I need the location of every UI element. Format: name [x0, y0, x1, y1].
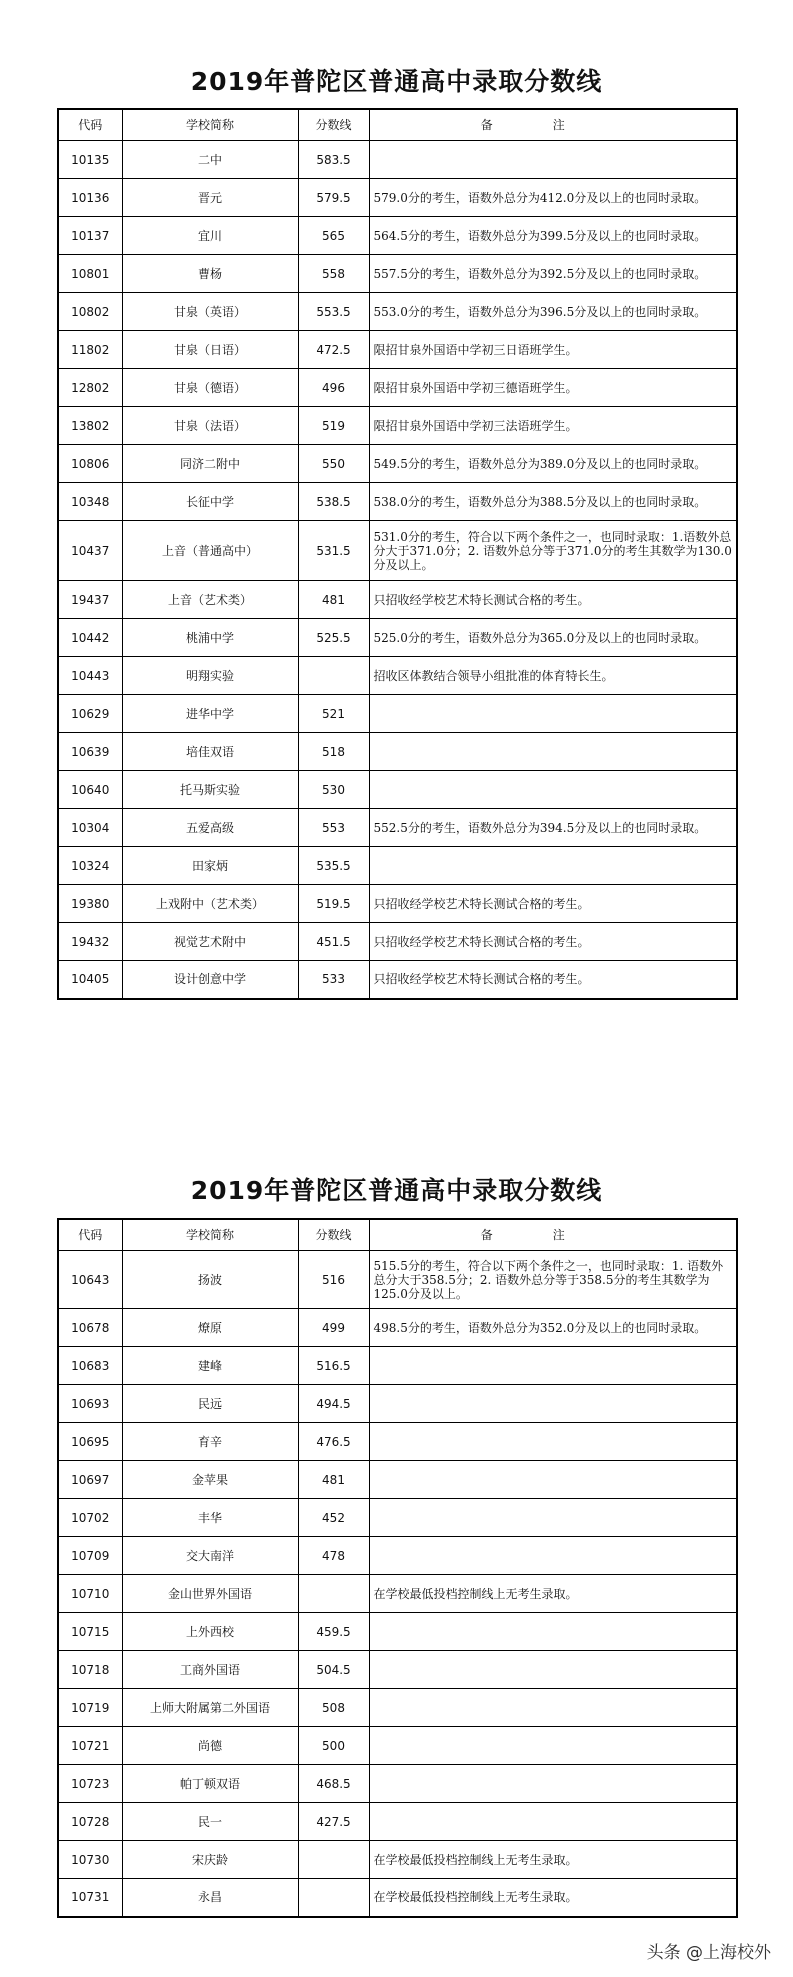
school-name-cell: 燎原 [122, 1309, 298, 1347]
score-cell [298, 1879, 369, 1917]
score-cell: 553 [298, 809, 369, 847]
school-name-cell: 甘泉（法语） [122, 407, 298, 445]
score-cell: 504.5 [298, 1651, 369, 1689]
note-cell: 538.0分的考生，语数外总分为388.5分及以上的也同时录取。 [369, 483, 737, 521]
score-cell: 468.5 [298, 1765, 369, 1803]
score-cell: 518 [298, 733, 369, 771]
code-cell: 10728 [58, 1803, 122, 1841]
note-cell: 557.5分的考生，语数外总分为392.5分及以上的也同时录取。 [369, 255, 737, 293]
score-cell: 472.5 [298, 331, 369, 369]
table-row [58, 445, 737, 483]
school-name-cell: 永昌 [122, 1879, 298, 1917]
school-name-cell: 设计创意中学 [122, 961, 298, 999]
table-row [58, 847, 737, 885]
code-cell: 10731 [58, 1879, 122, 1917]
school-name-cell: 同济二附中 [122, 445, 298, 483]
score-cell: 531.5 [298, 521, 369, 581]
header-name: 学校简称 [122, 109, 298, 141]
table-row [58, 141, 737, 179]
table-row [58, 1385, 737, 1423]
table-row [58, 179, 737, 217]
score-cell: 521 [298, 695, 369, 733]
school-name-cell: 上外西校 [122, 1613, 298, 1651]
code-cell: 13802 [58, 407, 122, 445]
score-cell: 558 [298, 255, 369, 293]
header-note: 备注 [369, 1219, 737, 1251]
note-cell: 只招收经学校艺术特长测试合格的考生。 [369, 961, 737, 999]
code-cell: 11802 [58, 331, 122, 369]
table-row [58, 733, 737, 771]
code-cell: 10693 [58, 1385, 122, 1423]
school-name-cell: 民一 [122, 1803, 298, 1841]
table-row [58, 619, 737, 657]
note-cell: 限招甘泉外国语中学初三日语班学生。 [369, 331, 737, 369]
table-row [58, 217, 737, 255]
school-name-cell: 金苹果 [122, 1461, 298, 1499]
code-cell: 10702 [58, 1499, 122, 1537]
school-name-cell: 甘泉（英语） [122, 293, 298, 331]
school-name-cell: 田家炳 [122, 847, 298, 885]
school-name-cell: 甘泉（德语） [122, 369, 298, 407]
code-cell: 10730 [58, 1841, 122, 1879]
note-cell: 只招收经学校艺术特长测试合格的考生。 [369, 581, 737, 619]
school-name-cell: 建峰 [122, 1347, 298, 1385]
watermark: 头条 @上海校外 [646, 1943, 771, 1963]
header-score: 分数线 [298, 109, 369, 141]
school-name-cell: 明翔实验 [122, 657, 298, 695]
table-1-title: 2019年普陀区普通高中录取分数线 [190, 67, 603, 96]
code-cell: 10137 [58, 217, 122, 255]
school-name-cell: 托马斯实验 [122, 771, 298, 809]
score-cell: 496 [298, 369, 369, 407]
code-cell: 10304 [58, 809, 122, 847]
code-cell: 10639 [58, 733, 122, 771]
table-row [58, 771, 737, 809]
score-cell [298, 1575, 369, 1613]
note-cell [369, 1727, 737, 1765]
table-row [58, 407, 737, 445]
note-cell: 553.0分的考生，语数外总分为396.5分及以上的也同时录取。 [369, 293, 737, 331]
table-row [58, 885, 737, 923]
note-cell: 525.0分的考生，语数外总分为365.0分及以上的也同时录取。 [369, 619, 737, 657]
school-name-cell: 上师大附属第二外国语 [122, 1689, 298, 1727]
school-name-cell: 曹杨 [122, 255, 298, 293]
school-name-cell: 甘泉（日语） [122, 331, 298, 369]
code-cell: 19380 [58, 885, 122, 923]
score-cell: 499 [298, 1309, 369, 1347]
table-row [58, 255, 737, 293]
note-cell [369, 1537, 737, 1575]
note-cell: 在学校最低投档控制线上无考生录取。 [369, 1575, 737, 1613]
table-row [58, 657, 737, 695]
score-cell: 508 [298, 1689, 369, 1727]
score-cell: 476.5 [298, 1423, 369, 1461]
table-header-row [58, 1219, 737, 1251]
note-cell [369, 1461, 737, 1499]
score-cell: 500 [298, 1727, 369, 1765]
header-name: 学校简称 [122, 1219, 298, 1251]
table-row [58, 1803, 737, 1841]
note-cell: 在学校最低投档控制线上无考生录取。 [369, 1841, 737, 1879]
code-cell: 10709 [58, 1537, 122, 1575]
code-cell: 10443 [58, 657, 122, 695]
table-row [58, 1461, 737, 1499]
table-row [58, 1841, 737, 1879]
table-2-title: 2019年普陀区普通高中录取分数线 [190, 1176, 603, 1205]
table-row [58, 1537, 737, 1575]
note-cell [369, 695, 737, 733]
note-cell: 531.0分的考生，符合以下两个条件之一，也同时录取：1.语数外总分大于371.0分；2. 语数外总分等于371.0分的考生其数学为130.0分及以上。 [369, 521, 737, 581]
table-row [58, 1651, 737, 1689]
school-name-cell: 五爱高级 [122, 809, 298, 847]
school-name-cell: 丰华 [122, 1499, 298, 1537]
note-cell: 579.0分的考生，语数外总分为412.0分及以上的也同时录取。 [369, 179, 737, 217]
code-cell: 10723 [58, 1765, 122, 1803]
code-cell: 10437 [58, 521, 122, 581]
table-row [58, 1727, 737, 1765]
school-name-cell: 上音（艺术类） [122, 581, 298, 619]
header-code: 代码 [58, 1219, 122, 1251]
code-cell: 10629 [58, 695, 122, 733]
note-cell [369, 1613, 737, 1651]
score-cell: 494.5 [298, 1385, 369, 1423]
note-cell: 限招甘泉外国语中学初三德语班学生。 [369, 369, 737, 407]
note-cell: 只招收经学校艺术特长测试合格的考生。 [369, 885, 737, 923]
score-table-1 [57, 108, 738, 1000]
score-cell: 583.5 [298, 141, 369, 179]
school-name-cell: 育辛 [122, 1423, 298, 1461]
school-name-cell: 宋庆龄 [122, 1841, 298, 1879]
school-name-cell: 金山世界外国语 [122, 1575, 298, 1613]
school-name-cell: 宜川 [122, 217, 298, 255]
score-cell: 478 [298, 1537, 369, 1575]
table-row [58, 809, 737, 847]
code-cell: 10442 [58, 619, 122, 657]
code-cell: 10695 [58, 1423, 122, 1461]
score-cell: 538.5 [298, 483, 369, 521]
score-cell: 519 [298, 407, 369, 445]
school-name-cell: 工商外国语 [122, 1651, 298, 1689]
school-name-cell: 桃浦中学 [122, 619, 298, 657]
score-cell: 533 [298, 961, 369, 999]
school-name-cell: 培佳双语 [122, 733, 298, 771]
code-cell: 10678 [58, 1309, 122, 1347]
score-cell: 565 [298, 217, 369, 255]
table-row [58, 521, 737, 581]
score-cell: 427.5 [298, 1803, 369, 1841]
note-cell: 564.5分的考生，语数外总分为399.5分及以上的也同时录取。 [369, 217, 737, 255]
score-cell: 553.5 [298, 293, 369, 331]
note-cell: 在学校最低投档控制线上无考生录取。 [369, 1879, 737, 1917]
note-cell [369, 1347, 737, 1385]
score-cell: 550 [298, 445, 369, 483]
school-name-cell: 尚德 [122, 1727, 298, 1765]
score-cell: 516.5 [298, 1347, 369, 1385]
score-table-2 [57, 1218, 738, 1918]
school-name-cell: 上戏附中（艺术类） [122, 885, 298, 923]
score-cell: 525.5 [298, 619, 369, 657]
table-row [58, 293, 737, 331]
school-name-cell: 长征中学 [122, 483, 298, 521]
code-cell: 10643 [58, 1251, 122, 1309]
note-cell: 招收区体教结合领导小组批准的体育特长生。 [369, 657, 737, 695]
code-cell: 10718 [58, 1651, 122, 1689]
note-cell [369, 1499, 737, 1537]
score-cell: 530 [298, 771, 369, 809]
school-name-cell: 二中 [122, 141, 298, 179]
score-cell: 459.5 [298, 1613, 369, 1651]
code-cell: 10348 [58, 483, 122, 521]
table-row [58, 1613, 737, 1651]
school-name-cell: 交大南洋 [122, 1537, 298, 1575]
table-row [58, 369, 737, 407]
score-cell: 452 [298, 1499, 369, 1537]
score-cell: 481 [298, 581, 369, 619]
table-row [58, 1347, 737, 1385]
table-row [58, 1423, 737, 1461]
table-row [58, 1689, 737, 1727]
score-cell: 516 [298, 1251, 369, 1309]
score-cell [298, 1841, 369, 1879]
code-cell: 19432 [58, 923, 122, 961]
header-score: 分数线 [298, 1219, 369, 1251]
code-cell: 10683 [58, 1347, 122, 1385]
code-cell: 10806 [58, 445, 122, 483]
header-note: 备注 [369, 109, 737, 141]
note-cell [369, 771, 737, 809]
table-row [58, 1499, 737, 1537]
code-cell: 10719 [58, 1689, 122, 1727]
code-cell: 10324 [58, 847, 122, 885]
table-header-row [58, 109, 737, 141]
note-cell [369, 1803, 737, 1841]
header-code: 代码 [58, 109, 122, 141]
school-name-cell: 扬波 [122, 1251, 298, 1309]
school-name-cell: 帕丁顿双语 [122, 1765, 298, 1803]
table-row [58, 581, 737, 619]
note-cell [369, 1765, 737, 1803]
school-name-cell: 民远 [122, 1385, 298, 1423]
code-cell: 10802 [58, 293, 122, 331]
table-row [58, 961, 737, 999]
score-cell: 579.5 [298, 179, 369, 217]
school-name-cell: 上音（普通高中） [122, 521, 298, 581]
score-cell: 481 [298, 1461, 369, 1499]
note-cell: 498.5分的考生，语数外总分为352.0分及以上的也同时录取。 [369, 1309, 737, 1347]
table-row [58, 483, 737, 521]
table-row [58, 1575, 737, 1613]
note-cell: 只招收经学校艺术特长测试合格的考生。 [369, 923, 737, 961]
table-row [58, 1309, 737, 1347]
code-cell: 12802 [58, 369, 122, 407]
code-cell: 10697 [58, 1461, 122, 1499]
table-row [58, 923, 737, 961]
table-row [58, 331, 737, 369]
note-cell [369, 1423, 737, 1461]
code-cell: 10801 [58, 255, 122, 293]
score-cell: 535.5 [298, 847, 369, 885]
note-cell [369, 1651, 737, 1689]
table-row [58, 1765, 737, 1803]
note-cell [369, 141, 737, 179]
table-row [58, 1251, 737, 1309]
note-cell: 515.5分的考生，符合以下两个条件之一，也同时录取：1. 语数外总分大于358.5分；2. 语数外总分等于358.5分的考生其数学为125.0分及以上。 [369, 1251, 737, 1309]
code-cell: 10710 [58, 1575, 122, 1613]
school-name-cell: 晋元 [122, 179, 298, 217]
note-cell: 549.5分的考生，语数外总分为389.0分及以上的也同时录取。 [369, 445, 737, 483]
note-cell: 限招甘泉外国语中学初三法语班学生。 [369, 407, 737, 445]
score-cell: 519.5 [298, 885, 369, 923]
code-cell: 10640 [58, 771, 122, 809]
code-cell: 10405 [58, 961, 122, 999]
score-cell: 451.5 [298, 923, 369, 961]
note-cell [369, 733, 737, 771]
table-row [58, 695, 737, 733]
code-cell: 10136 [58, 179, 122, 217]
note-cell [369, 847, 737, 885]
code-cell: 10721 [58, 1727, 122, 1765]
note-cell [369, 1689, 737, 1727]
table-row [58, 1879, 737, 1917]
school-name-cell: 进华中学 [122, 695, 298, 733]
note-cell: 552.5分的考生，语数外总分为394.5分及以上的也同时录取。 [369, 809, 737, 847]
code-cell: 19437 [58, 581, 122, 619]
code-cell: 10715 [58, 1613, 122, 1651]
score-cell [298, 657, 369, 695]
school-name-cell: 视觉艺术附中 [122, 923, 298, 961]
note-cell [369, 1385, 737, 1423]
code-cell: 10135 [58, 141, 122, 179]
